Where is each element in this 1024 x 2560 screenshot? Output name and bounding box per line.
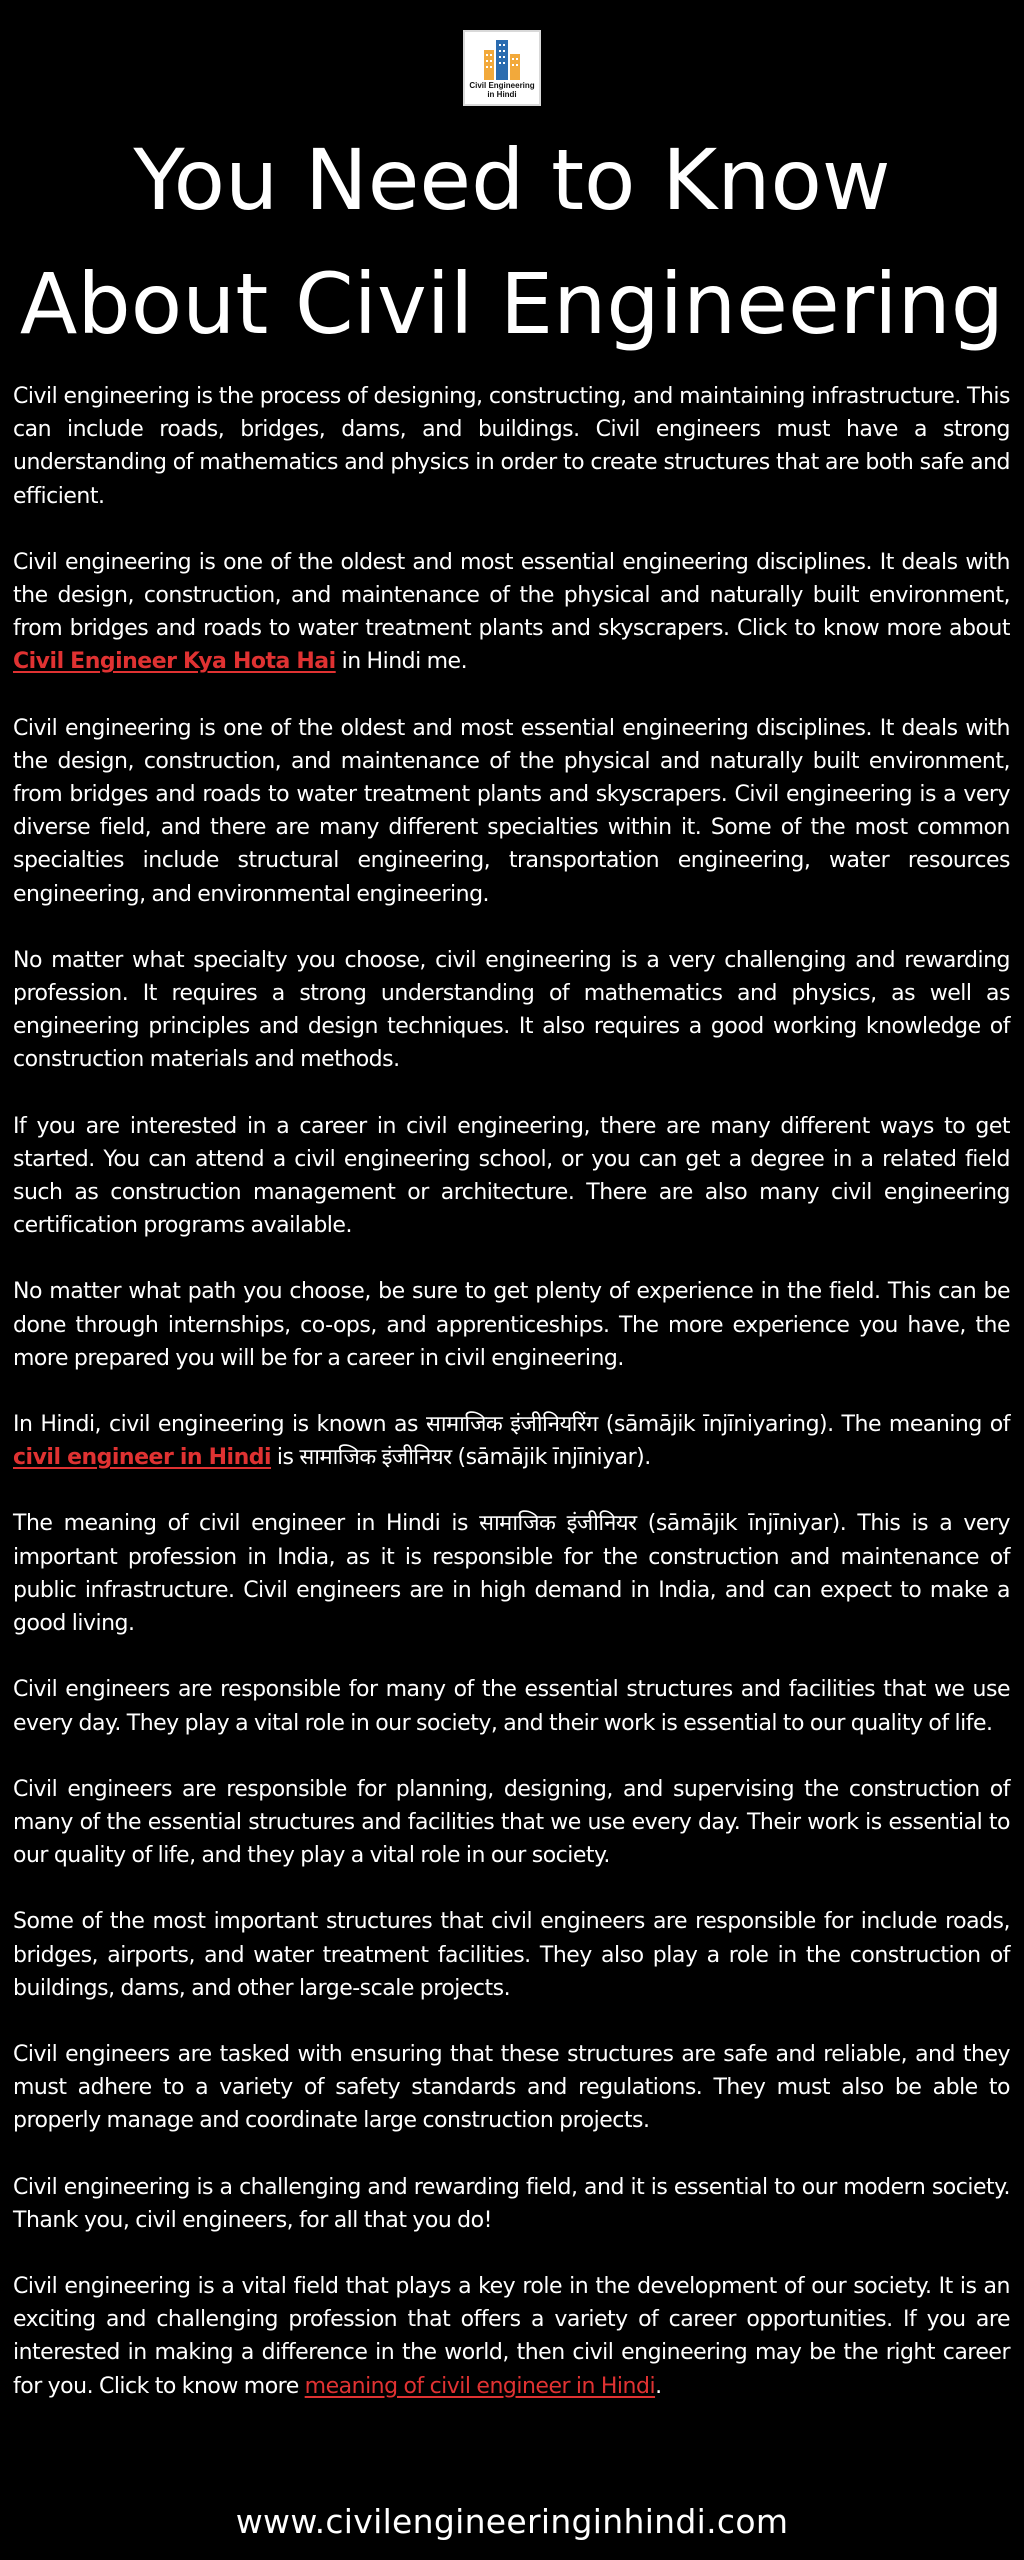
paragraph bbox=[13, 1110, 1010, 1243]
paragraph bbox=[13, 1408, 1010, 1474]
building-icon bbox=[480, 36, 524, 80]
paragraph bbox=[13, 380, 1010, 513]
paragraph-text: in Hindi me. bbox=[335, 649, 468, 675]
paragraph bbox=[13, 712, 1010, 911]
footer-website-url[interactable]: www.civilengineeringinhindi.com bbox=[235, 2502, 789, 2541]
paragraph-text: The meaning of civil engineer in Hindi is सामाजिक इंजीनियर (sāmājik īnjīniyar). This is a very important profession in India, as it is responsible for the construction and maintenance of public infrastructure. Civil engineers are in high demand in India, and can expect to make a good living. bbox=[13, 1511, 1010, 1637]
paragraph-text: Civil engineering is a vital field that plays a key role in the development of our society. It is an exciting and challenging profession that offers a variety of career opportunities. If you are interested in making a difference in the world, then civil engineering may be the right career for you. Click to know more bbox=[13, 2273, 1010, 2399]
paragraph-text: Civil engineering is the process of designing, constructing, and maintaining infrastructure. This can include roads, bridges, dams, and buildings. Civil engineers must have a strong understanding of mathematics and physics in order to create structures that are both safe and efficient. bbox=[13, 384, 1010, 509]
site-logo[interactable] bbox=[463, 30, 541, 106]
paragraph-text: No matter what path you choose, be sure to get plenty of experience in the field. This can be done through internships, co-ops, and apprenticeships. The more experience you have, the more prepared you will be for a career in civil engineering. bbox=[13, 1279, 1010, 1371]
paragraph-text: In Hindi, civil engineering is known as सामाजिक इंजीनियरिंग (sāmājik īnjīniyaring). The meaning of bbox=[13, 1412, 1010, 1438]
paragraph-text: No matter what specialty you choose, civil engineering is a very challenging and rewarding profession. It requires a strong understanding of mathematics and physics, as well as engineering principles and design techniques. It also requires a good working knowledge of construction materials and methods. bbox=[13, 947, 1010, 1073]
paragraph bbox=[13, 944, 1010, 1077]
paragraph bbox=[13, 1275, 1010, 1375]
paragraph bbox=[13, 2038, 1010, 2138]
paragraph bbox=[13, 1673, 1010, 1739]
article-link[interactable]: civil engineer in Hindi bbox=[13, 1445, 272, 1471]
paragraph-text: Civil engineers are responsible for planning, designing, and supervising the construction of many of the essential structures and facilities that we use every day. Their work is essential to our quality of life, and they play a vital role in our society. bbox=[13, 1776, 1010, 1869]
paragraph-text: is सामाजिक इंजीनियर (sāmājik īnjīniyar). bbox=[271, 1445, 651, 1471]
logo-text: Civil Engineering in Hindi bbox=[469, 81, 535, 99]
paragraph-text: . bbox=[655, 2373, 662, 2399]
article-body bbox=[13, 380, 1010, 2436]
paragraph-text: Civil engineering is one of the oldest and most essential engineering disciplines. It deals with the design, construction, and maintenance of the physical and naturally built environment, from bridges and roads to water treatment plants and skyscrapers. Civil engineering is a very diverse field, and there are many different specialties within it. Some of the most common specialties include structural engineering, transportation engineering, water resources engineering, and environmental engineering. bbox=[13, 715, 1010, 907]
paragraph-text: Civil engineers are responsible for many of the essential structures and facilities that we use every day. They play a vital role in our society, and their work is essential to our quality of life. bbox=[13, 1677, 1010, 1736]
paragraph bbox=[13, 1507, 1010, 1640]
paragraph-text: Civil engineering is one of the oldest and most essential engineering disciplines. It deals with the design, construction, and maintenance of the physical and naturally built environment, from bridges and roads to water treatment plants and skyscrapers. Click to know more about bbox=[13, 549, 1010, 642]
paragraph bbox=[13, 2270, 1010, 2403]
paragraph bbox=[13, 1905, 1010, 2005]
article-link[interactable]: Civil Engineer Kya Hota Hai bbox=[13, 649, 336, 675]
paragraph-text: Civil engineering is a challenging and rewarding field, and it is essential to our modern society. Thank you, civil engineers, for all that you do! bbox=[13, 2174, 1010, 2233]
paragraph bbox=[13, 1773, 1010, 1873]
paragraph-text: Civil engineers are tasked with ensuring that these structures are safe and reliable, and they must adhere to a variety of safety standards and regulations. They must also be able to properly manage and coordinate large construction projects. bbox=[13, 2041, 1010, 2134]
paragraph bbox=[13, 546, 1010, 679]
paragraph-text: If you are interested in a career in civil engineering, there are many different ways to get started. You can attend a civil engineering school, or you can get a degree in a related field such as construction management or architecture. There are also many civil engineering certification programs available. bbox=[13, 1113, 1010, 1239]
paragraph bbox=[13, 2171, 1010, 2237]
article-link[interactable]: meaning of civil engineer in Hindi bbox=[304, 2373, 656, 2399]
page-title: You Need to Know About Civil Engineering bbox=[19, 131, 1005, 353]
paragraph-text: Some of the most important structures that civil engineers are responsible for include roads, bridges, airports, and water treatment facilities. They also play a role in the construction of buildings, dams, and other large-scale projects. bbox=[13, 1909, 1010, 2001]
